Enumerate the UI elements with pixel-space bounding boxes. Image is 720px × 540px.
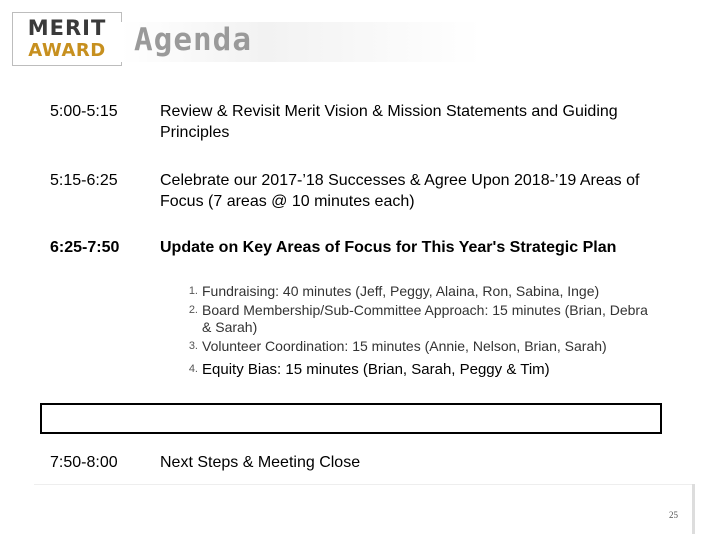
sub-item-3 (180, 338, 650, 355)
sub-item-text: Equity Bias: 15 minutes (Brian, Sarah, Peggy & Tim) (202, 361, 550, 378)
agenda-time-4: 7:50-8:00 (50, 454, 118, 471)
logo-line-merit: MERIT (27, 16, 107, 40)
sub-item-text: Fundraising: 40 minutes (Jeff, Peggy, Alaina, Ron, Sabina, Inge) (202, 283, 600, 299)
agenda-text-3: Update on Key Areas of Focus for This Year's Strategic Plan (160, 239, 617, 256)
sub-item-4 (180, 361, 650, 378)
sub-item-text: Volunteer Coordination: 15 minutes (Annie, Nelson, Brian, Sarah) (202, 338, 607, 354)
agenda-text-4: Next Steps & Meeting Close (160, 454, 361, 471)
agenda-time-2: 5:15-6:25 (50, 172, 118, 189)
page-number: 25 (669, 510, 678, 520)
agenda-time-1: 5:00-5:15 (50, 103, 118, 120)
sub-item-2 (180, 302, 650, 336)
equity-bias-highlight-box (40, 403, 662, 434)
sub-item-number: 1. (188, 285, 198, 297)
logo-line-award: AWARD (28, 40, 106, 61)
sub-item-1 (180, 283, 650, 300)
sub-item-number: 3. (188, 340, 198, 352)
strategic-plan-sublist (180, 283, 650, 380)
agenda-text-2: Celebrate our 2017-’18 Successes & Agree Upon 2018-’19 Areas of Focus (7 areas @ 10 minutes each) (160, 172, 640, 210)
footer-divider (34, 484, 692, 485)
agenda-time-3: 6:25-7:50 (50, 239, 120, 256)
merit-award-logo (12, 12, 122, 66)
sub-item-text: Board Membership/Sub-Committee Approach: 15 minutes (Brian, Debra & Sarah) (202, 302, 648, 335)
sub-item-number: 4. (188, 363, 198, 375)
page-title: Agenda (134, 22, 252, 58)
sub-item-number: 2. (188, 304, 198, 316)
agenda-text-1: Review & Revisit Merit Vision & Mission Statements and Guiding Principles (160, 103, 618, 141)
slide-edge-shadow (692, 484, 695, 534)
